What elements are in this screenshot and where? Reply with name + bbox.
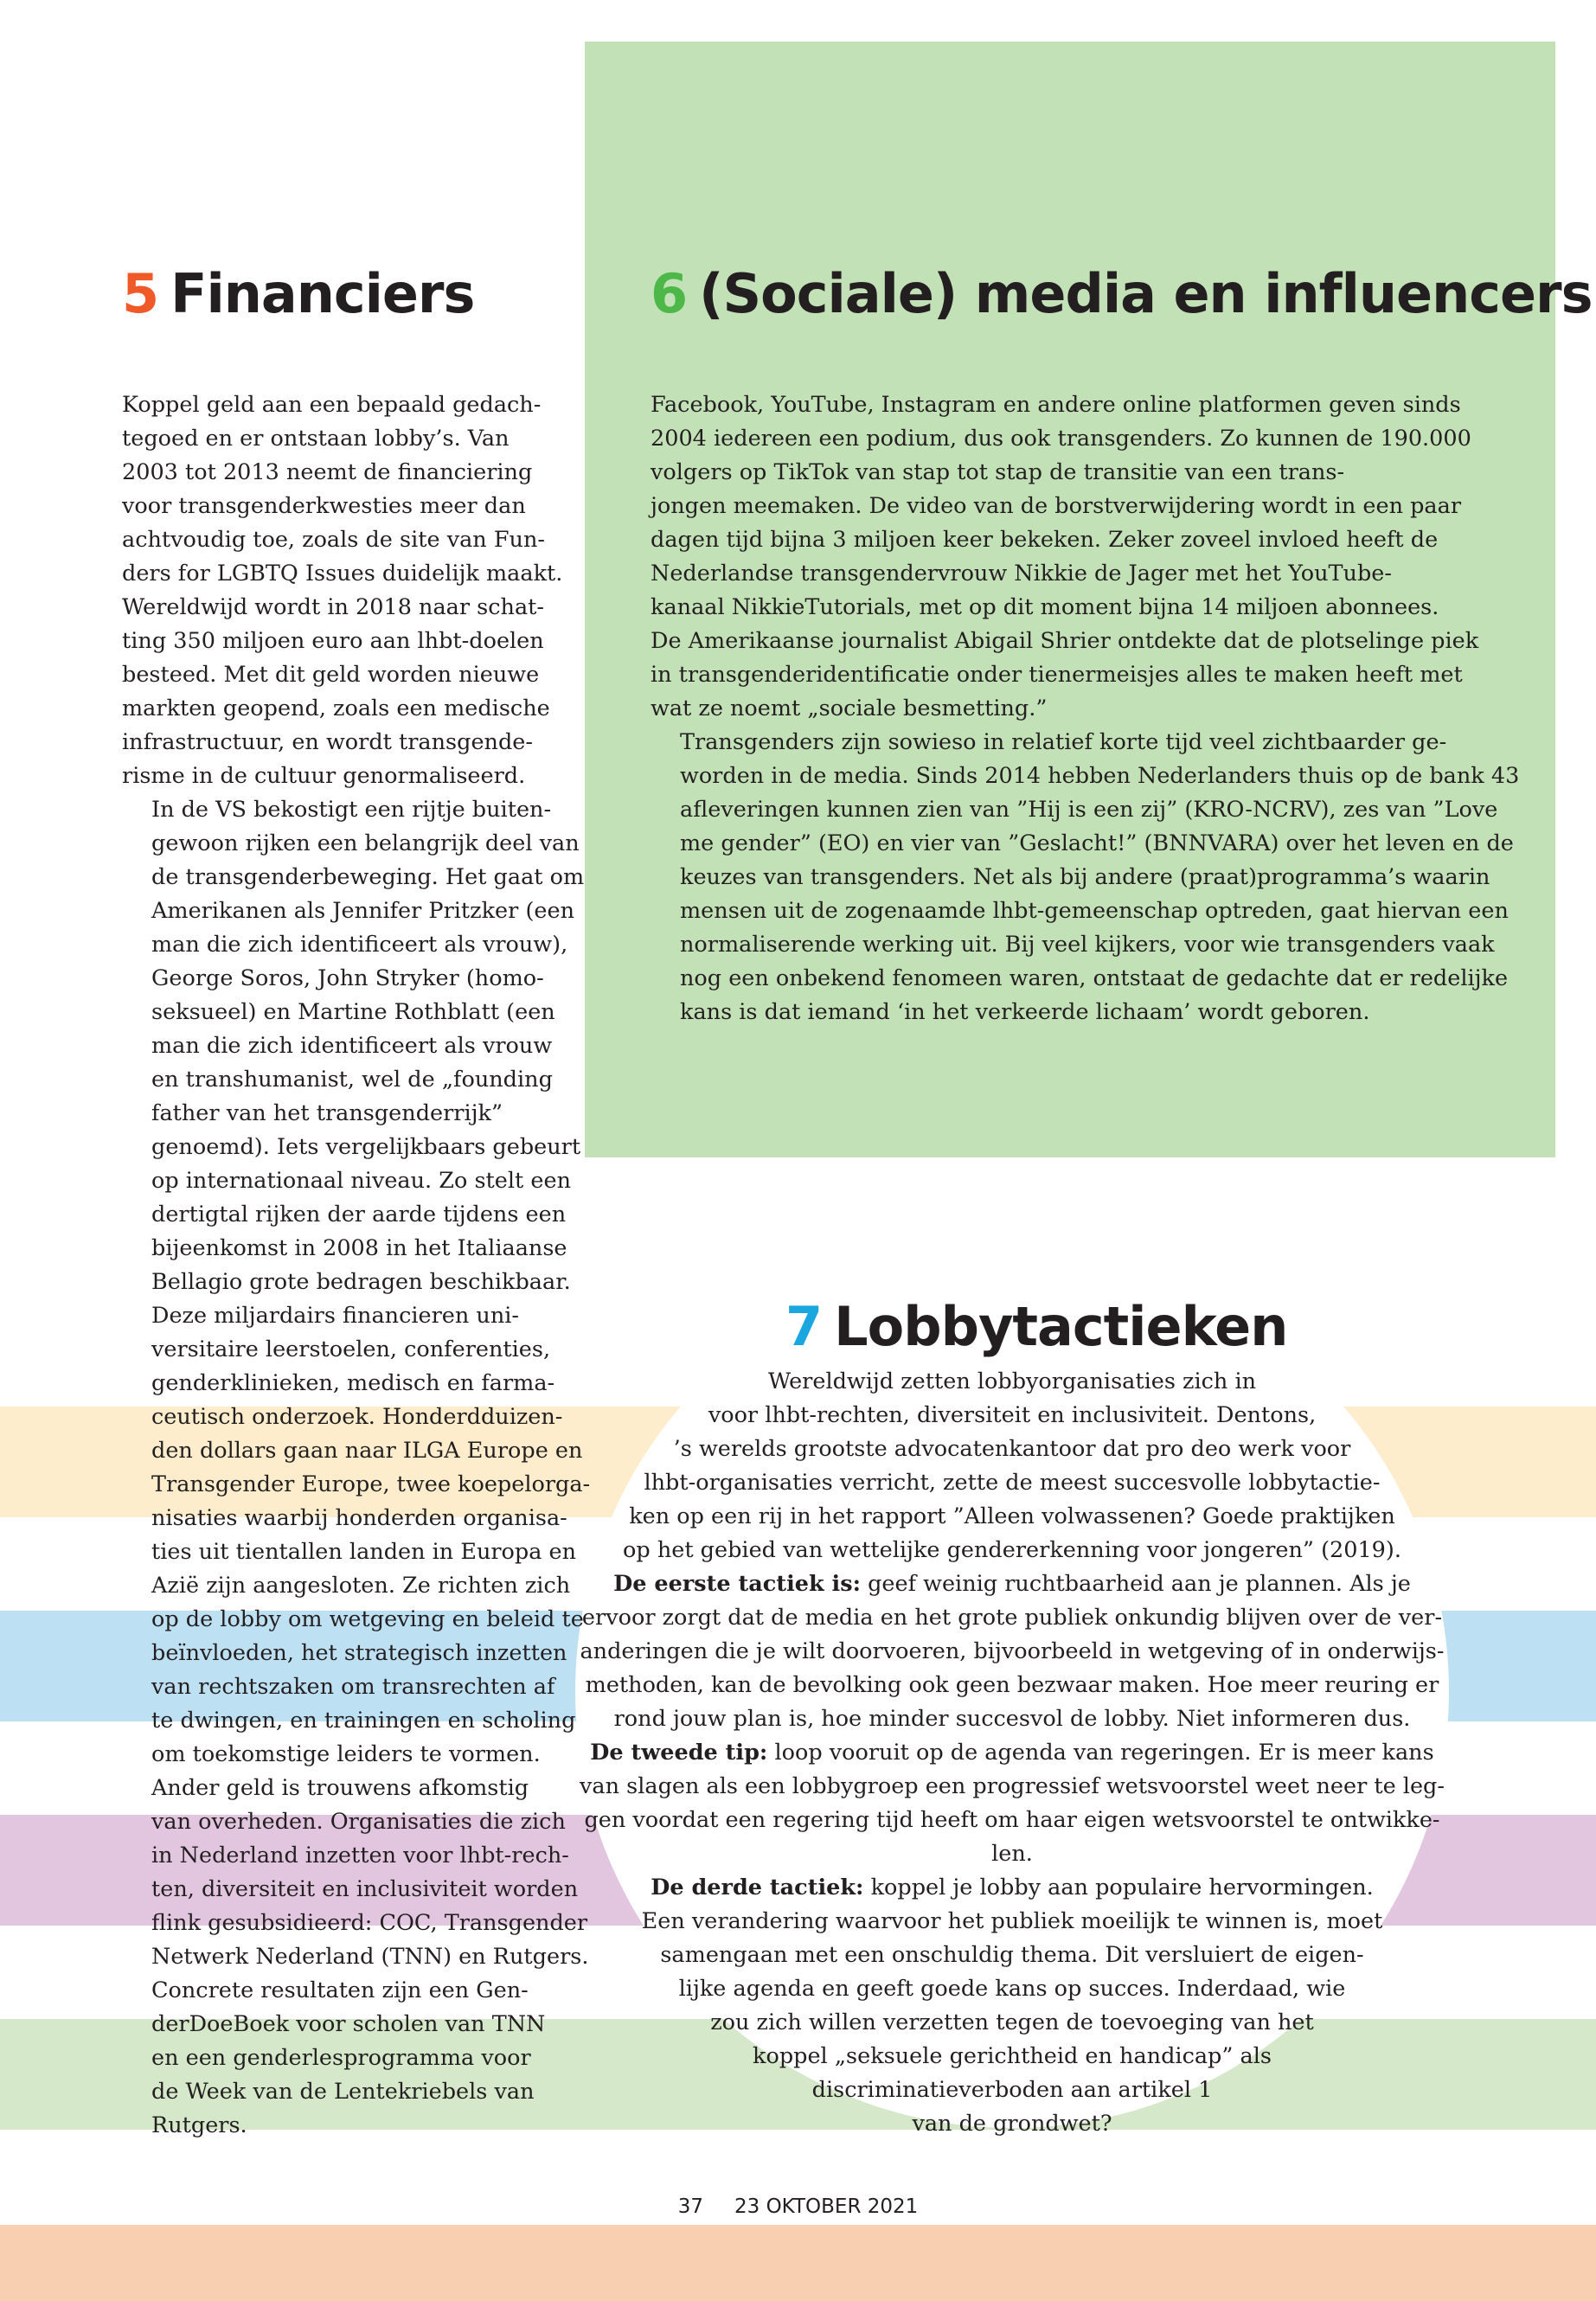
- tactic1-first-line: geef weinig ruchtbaarheid aan je plannen. Als je: [868, 1571, 1411, 1597]
- text-line: de Week van de Lentekriebels van: [151, 2079, 535, 2105]
- text-line: versitaire leerstoelen, conferenties,: [151, 1336, 551, 1362]
- paragraph: [122, 1772, 590, 2143]
- tactic2-paragraph: [575, 1736, 1449, 1871]
- text-line: de transgenderbeweging. Het gaat om: [151, 864, 585, 890]
- text-line: Een verandering waarvoor het publiek moeilijk te winnen is, moet: [641, 1908, 1383, 1934]
- text-line: gewoon rijken een belangrijk deel van: [151, 830, 580, 856]
- text-line: in transgenderidentificatie onder tienermeisjes alles te maken heeft met: [651, 662, 1463, 688]
- text-line: discriminatieverboden aan artikel 1: [811, 2077, 1213, 2103]
- text-line: volgers op TikTok van stap tot stap de transitie van een trans-: [651, 459, 1345, 485]
- text-line: Amerikanen als Jennifer Pritzker (een: [151, 898, 574, 924]
- text-line: [575, 1567, 1449, 1601]
- text-line: Azië zijn aangesloten. Ze richten zich: [151, 1573, 571, 1599]
- text-line: 2004 iedereen een podium, dus ook transgenders. Zo kunnen de 190.000: [651, 426, 1471, 452]
- section5-body: [122, 388, 590, 2143]
- text-line: kanaal NikkieTutorials, met op dit moment bijna 14 miljoen abonnees.: [651, 594, 1439, 620]
- paragraph: [651, 388, 1519, 726]
- section7-body: [575, 1365, 1449, 2141]
- paragraph: [651, 726, 1519, 1029]
- text-line: George Soros, John Stryker (homo-: [151, 965, 544, 991]
- text-line: Concrete resultaten zijn een Gen-: [151, 1977, 529, 2003]
- text-line: om toekomstige leiders te vormen.: [151, 1741, 541, 1767]
- text-line: kans is dat iemand ‘in het verkeerde lichaam’ wordt geboren.: [680, 999, 1370, 1025]
- text-line: worden in de media. Sinds 2014 hebben Nederlanders thuis op de bank 43: [680, 763, 1520, 789]
- text-line: ders for LGBTQ Issues duidelijk maakt.: [122, 561, 563, 586]
- text-line: achtvoudig toe, zoals de site van Fun-: [122, 527, 545, 553]
- text-line: infrastructuur, en wordt transgende-: [122, 729, 534, 755]
- tactic2-label: De tweede tip:: [590, 1740, 768, 1766]
- text-line: jongen meemaken. De video van de borstverwijdering wordt in een paar: [651, 493, 1462, 519]
- text-line: samengaan met een onschuldig thema. Dit versluiert de eigen-: [660, 1942, 1364, 1968]
- text-line: anderingen die je wilt doorvoeren, bijvoorbeeld in wetgeving of in onderwijs-: [580, 1638, 1445, 1664]
- text-line: len.: [991, 1841, 1033, 1867]
- section7-heading: [785, 1296, 1287, 1358]
- text-line: beïnvloeden, het strategisch inzetten: [151, 1640, 567, 1666]
- text-line: man die zich identificeert als vrouw: [151, 1033, 553, 1059]
- text-line: den dollars gaan naar ILGA Europe en: [151, 1438, 583, 1464]
- text-line: keuzes van transgenders. Net als bij andere (praat)programma’s waarin: [680, 864, 1490, 890]
- text-line: van overheden. Organisaties die zich: [151, 1809, 566, 1835]
- text-line: gen voordat een regering tijd heeft om haar eigen wetsvoorstel te ontwikke-: [584, 1807, 1440, 1833]
- text-line: Rutgers.: [151, 2112, 247, 2138]
- text-line: De Amerikaanse journalist Abigail Shrier ontdekte dat de plotselinge piek: [651, 628, 1479, 654]
- text-line: en een genderlesprogramma voor: [151, 2045, 531, 2071]
- section6-body: [651, 388, 1519, 1029]
- issue-date: 23 OKTOBER 2021: [734, 2195, 919, 2218]
- text-line: rond jouw plan is, hoe minder succesvol de lobby. Niet informeren dus.: [613, 1706, 1411, 1732]
- text-line: nisaties waarbij honderden organisa-: [151, 1505, 567, 1531]
- text-line: In de VS bekostigt een rijtje buiten-: [151, 797, 552, 823]
- text-line: Facebook, YouTube, Instagram en andere online platformen geven sinds: [651, 392, 1461, 418]
- text-line: normaliserende werking uit. Bij veel kijkers, voor wie transgenders vaak: [680, 932, 1495, 958]
- text-line: risme in de cultuur genormaliseerd.: [122, 763, 526, 789]
- section7-number: 7: [785, 1295, 823, 1358]
- tactic1-label: De eerste tactiek is:: [613, 1571, 861, 1597]
- paragraph: [122, 1299, 590, 1772]
- intro-paragraph: [575, 1365, 1449, 1567]
- text-line: father van het transgenderrijk”: [151, 1100, 503, 1126]
- text-line: op de lobby om wetgeving en beleid te: [151, 1606, 584, 1632]
- tactic3-paragraph: [575, 1871, 1449, 2141]
- text-line: van rechtszaken om transrechten af: [151, 1674, 555, 1700]
- paragraph: [122, 388, 590, 793]
- text-line: ervoor zorgt dat de media en het grote publiek onkundig blijven over de ver-: [581, 1605, 1443, 1631]
- text-line: van de grondwet?: [912, 2111, 1112, 2137]
- text-line: dagen tijd bijna 3 miljoen keer bekeken. Zeker zoveel invloed heeft de: [651, 527, 1439, 553]
- text-line: Transgenders zijn sowieso in relatief korte tijd veel zichtbaarder ge-: [680, 729, 1447, 755]
- text-line: genderklinieken, medisch en farma-: [151, 1370, 555, 1396]
- text-line: man die zich identificeert als vrouw),: [151, 932, 568, 958]
- section6-heading: [651, 263, 1593, 325]
- text-line: me gender” (EO) en vier van ”Geslacht!” (BNNVARA) over het leven en de: [680, 830, 1514, 856]
- page-footer: [0, 2194, 1596, 2220]
- tactic2-first-line: loop vooruit op de agenda van regeringen. Er is meer kans: [774, 1740, 1434, 1766]
- text-line: tegoed en er ontstaan lobby’s. Van: [122, 426, 510, 452]
- text-line: ken op een rij in het rapport ”Alleen volwassenen? Goede praktijken: [629, 1503, 1395, 1529]
- text-line: besteed. Met dit geld worden nieuwe: [122, 662, 540, 688]
- text-line: [575, 1736, 1449, 1770]
- text-line: koppel „seksuele gerichtheid en handicap” als: [753, 2043, 1272, 2069]
- text-line: lijke agenda en geeft goede kans op succes. Inderdaad, wie: [678, 1976, 1346, 2002]
- text-line: dertigtal rijken der aarde tijdens een: [151, 1202, 567, 1227]
- text-line: wat ze noemt „sociale besmetting.”: [651, 695, 1048, 721]
- footer-bar: [0, 2225, 1596, 2301]
- text-line: Netwerk Nederland (TNN) en Rutgers.: [151, 1944, 589, 1970]
- text-line: nog een onbekend fenomeen waren, ontstaat de gedachte dat er redelijke: [680, 965, 1509, 991]
- tactic1-paragraph: [575, 1567, 1449, 1736]
- text-line: op het gebied van wettelijke gendererkenning voor jongeren” (2019).: [623, 1537, 1401, 1563]
- text-line: in Nederland inzetten voor lhbt-rech-: [151, 1843, 569, 1868]
- tactic3-first-line: koppel je lobby aan populaire hervormingen.: [870, 1875, 1374, 1900]
- text-line: voor transgenderkwesties meer dan: [122, 493, 526, 519]
- text-line: en transhumanist, wel de „founding: [151, 1067, 553, 1093]
- page-number: 37: [677, 2195, 703, 2218]
- text-line: genoemd). Iets vergelijkbaars gebeurt: [151, 1134, 581, 1160]
- text-line: flink gesubsidieerd: COC, Transgender: [151, 1910, 588, 1936]
- text-line: Deze miljardairs financieren uni-: [151, 1303, 520, 1329]
- text-line: bijeenkomst in 2008 in het Italiaanse: [151, 1235, 567, 1261]
- text-line: ten, diversiteit en inclusiviteit worden: [151, 1876, 579, 1902]
- tactic3-label: De derde tactiek:: [651, 1875, 864, 1900]
- text-line: zou zich willen verzetten tegen de toevoeging van het: [710, 2009, 1314, 2035]
- section5-number: 5: [122, 262, 159, 325]
- paragraph: [122, 793, 590, 1299]
- text-line: ’s werelds grootste advocatenkantoor dat pro deo werk voor: [673, 1436, 1351, 1462]
- text-line: methoden, kan de bevolking ook geen bezwaar maken. Hoe meer reuring er: [585, 1672, 1439, 1698]
- text-line: [575, 1871, 1449, 1905]
- text-line: ceutisch onderzoek. Honderdduizen-: [151, 1404, 563, 1430]
- text-line: Bellagio grote bedragen beschikbaar.: [151, 1269, 571, 1295]
- section6-number: 6: [651, 262, 688, 325]
- text-line: te dwingen, en trainingen en scholing: [151, 1708, 576, 1734]
- text-line: ting 350 miljoen euro aan lhbt-doelen: [122, 628, 544, 654]
- text-line: Wereldwijd wordt in 2018 naar schat-: [122, 594, 545, 620]
- section5-heading: [122, 263, 474, 325]
- text-line: ties uit tientallen landen in Europa en: [151, 1539, 577, 1565]
- section6-title: (Sociale) media en influencers: [699, 262, 1593, 325]
- text-line: van slagen als een lobbygroep een progressief wetsvoorstel weet neer te leg-: [579, 1773, 1445, 1799]
- text-line: lhbt-organisaties verricht, zette de meest succesvolle lobbytactie-: [644, 1470, 1381, 1496]
- text-line: voor lhbt-rechten, diversiteit en inclusiviteit. Dentons,: [708, 1402, 1317, 1428]
- text-line: seksueel) en Martine Rothblatt (een: [151, 999, 555, 1025]
- text-line: Transgender Europe, twee koepelorga-: [151, 1471, 591, 1497]
- text-line: 2003 tot 2013 neemt de financiering: [122, 459, 533, 485]
- text-line: op internationaal niveau. Zo stelt een: [151, 1168, 571, 1194]
- section7-title: Lobbytactieken: [834, 1295, 1288, 1358]
- text-line: derDoeBoek voor scholen van TNN: [151, 2011, 546, 2037]
- section5-title: Financiers: [170, 262, 475, 325]
- text-line: mensen uit de zogenaamde lhbt-gemeenschap optreden, gaat hiervan een: [680, 898, 1509, 924]
- text-line: Wereldwijd zetten lobbyorganisaties zich in: [767, 1368, 1257, 1394]
- text-line: afleveringen kunnen zien van ”Hij is een zij” (KRO-NCRV), zes van ”Love: [680, 797, 1498, 823]
- text-line: Ander geld is trouwens afkomstig: [151, 1775, 529, 1801]
- text-line: Koppel geld aan een bepaald gedach-: [122, 392, 542, 418]
- text-line: Nederlandse transgendervrouw Nikkie de Jager met het YouTube-: [651, 561, 1393, 586]
- text-line: markten geopend, zoals een medische: [122, 695, 550, 721]
